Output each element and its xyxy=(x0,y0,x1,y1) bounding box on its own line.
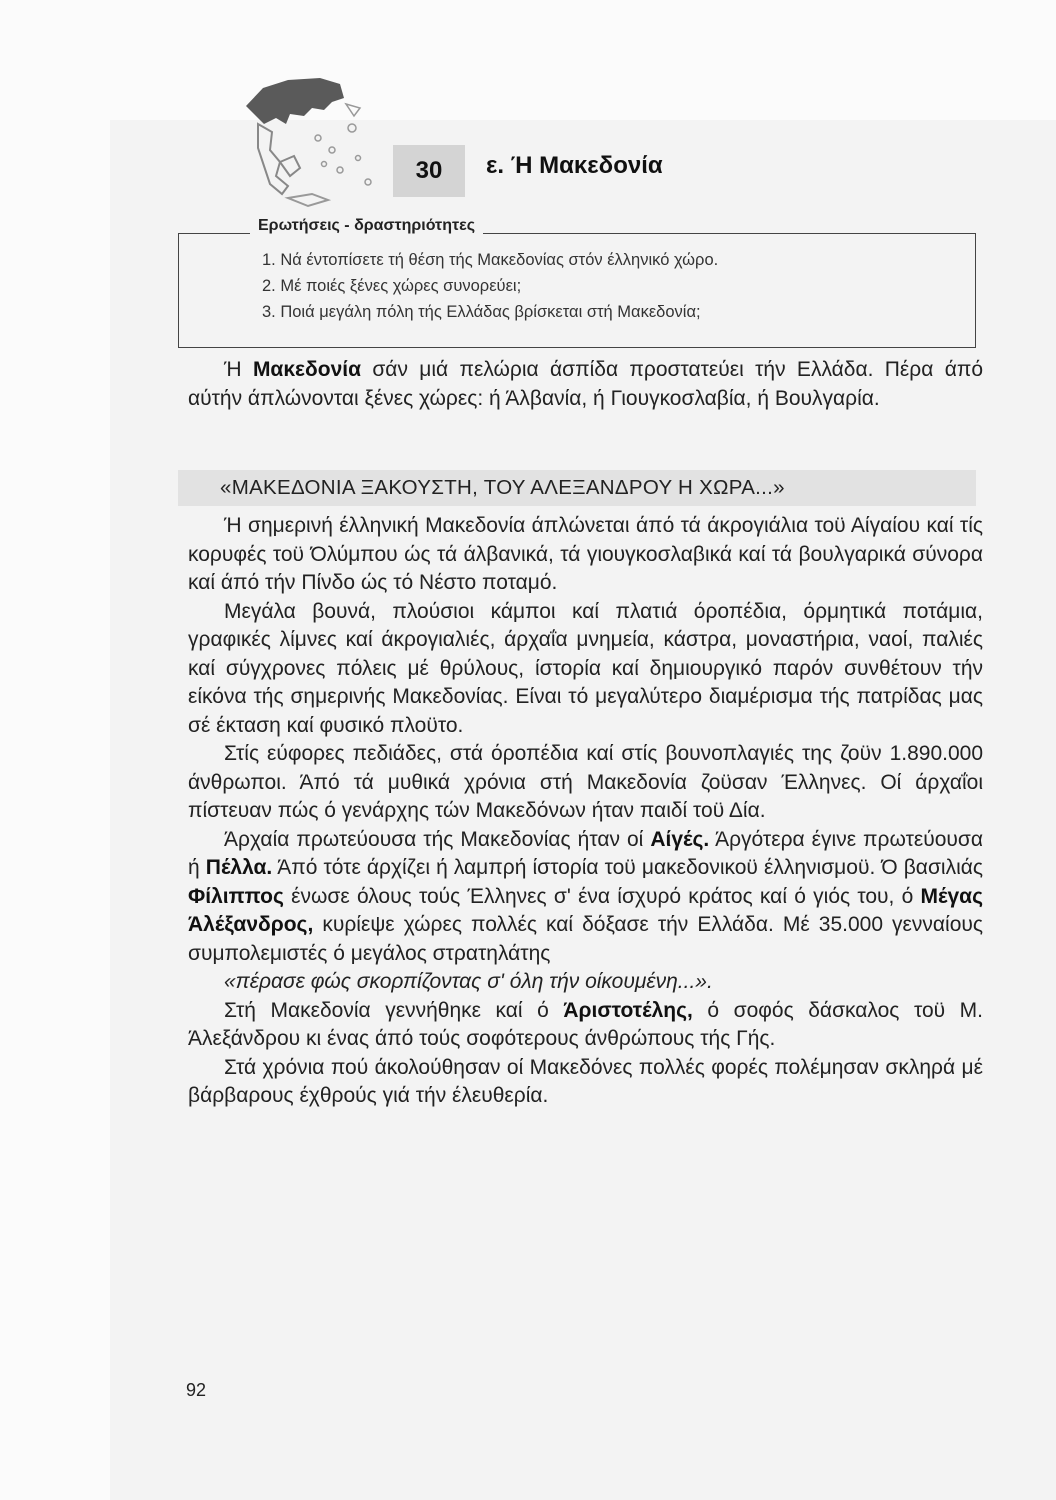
bold-alexandros: Μέγας Άλέξανδρος, xyxy=(188,884,983,936)
intro-bold-macedonia: Μακεδονία xyxy=(252,358,362,381)
paragraph-borders: Ή σημερινή έλληνική Μακεδονία άπλώνεται άπό τά άκρογιάλια τοϋ Αίγαίου καί τίς κορυφές τοϋ Όλύμπου ώς τά άλβανικά, τά γιουγκοσλαβικά καί τά βουλγαρικά σύνορα καί άπό τήν Πίνδο ώς τό Νέστο ποταμό. xyxy=(188,514,983,594)
lesson-number: 30 xyxy=(393,145,465,197)
history-text-5: κυρίεψε χώρες πολλές καί δόξασε τήν Ελλάδα. Μέ 35.000 γενναίους συμπολεμιστές ό μεγάλος στρατηλάτης xyxy=(188,913,983,965)
questions-list xyxy=(262,247,718,325)
intro-section xyxy=(188,356,983,413)
question-item: 3. Ποιά μεγάλη πόλη τής Ελλάδας βρίσκεται στή Μακεδονία; xyxy=(262,303,701,321)
page-number: 92 xyxy=(186,1380,207,1400)
bold-filippos: Φίλιππος xyxy=(188,884,284,908)
intro-lead: Ή xyxy=(224,358,253,381)
paragraph-landscape: Μεγάλα βουνά, πλούσιοι κάμποι καί πλατιά όροπέδια, όρμητικά ποτάμια, γραφικές λίμνες καί άκρογιαλιές, άρχαΐα μνημεία, κάστρα, μοναστήρια, ναοί, παλιές καί σύγχρονες πόλεις μέ θρύλους, ίστορία καί δημιουργικό παρόν συνθέτουν τήν είκόνα τής σημερινής Μακεδονίας. Είναι τό μεγαλύτερο διαμέρισμα τής πατρίδας μας σέ έκταση καί φυσικό πλοϋτο. xyxy=(188,599,983,737)
history-text-2: Άργότερα έγινε πρωτεύουσα ή xyxy=(188,827,983,879)
quote-line xyxy=(188,968,983,997)
bold-aiges: Αίγές. xyxy=(650,827,710,851)
paragraph-history xyxy=(188,826,983,969)
paragraph-freedom: Στά χρόνια πού άκολούθησαν οί Μακεδόνες πολλές φορές πολέμησαν σκληρά μέ βάρβαρους έχθρούς γιά τήν έλευθερία. xyxy=(188,1055,983,1107)
bold-aristotelis: Άριστοτέλης, xyxy=(563,998,693,1022)
lesson-title: ε. Ή Μακεδονία xyxy=(486,152,663,179)
question-item: 1. Νά έντοπίσετε τή θέση τής Μακεδονίας στόν έλληνικό χώρο. xyxy=(262,251,719,269)
main-text xyxy=(188,512,983,1111)
greece-map-icon xyxy=(228,58,398,218)
aristotle-text-2: ό σοφός δάσκαλος τοϋ Μ. Άλεξάνδρου κι ένας άπό τούς σοφότερους άνθρώπους τής Γής. xyxy=(188,998,983,1050)
intro-rest: σάν μιά πελώρια άσπίδα προστατεύει τήν Ελλάδα. Πέρα άπό αύτήν άπλώνονται ξένες χώρες: ή Άλβανία, ή Γιουγκοσλαβία, ή Βουλγαρία. xyxy=(188,358,984,410)
questions-heading: Ερωτήσεις - δραστηριότητες xyxy=(250,217,483,235)
question-item: 2. Μέ ποιές ξένες χώρες συνορεύει; xyxy=(262,277,522,295)
history-text-3: Άπό τότε άρχίζει ή λαμπρή ίστορία τοϋ μακεδονικοϋ έλληνισμοϋ. Ό βασιλιάς xyxy=(272,856,983,879)
paragraph-aristotle xyxy=(188,997,983,1054)
bold-pella: Πέλλα. xyxy=(205,856,273,879)
quote-text: «πέρασε φώς σκορπίζοντας σ' όλη τήν οίκουμένη...». xyxy=(224,970,713,993)
history-text-1: Άρχαία πρωτεύουσα τής Μακεδονίας ήταν οί xyxy=(224,827,651,851)
history-text-4: ένωσε όλους τούς Έλληνες σ' ένα ίσχυρό κράτος καί ό γιός του, ό xyxy=(283,884,921,908)
paragraph-population: Στίς εύφορες πεδιάδες, στά όροπέδια καί στίς βουνοπλαγιές της ζοϋν 1.890.000 άνθρωποι. Άπό τά μυθικά χρόνια στή Μακεδονία ζοϋσαν Έλληνες. Οί άρχαΐοι πίστευαν πώς ό γενάρχης τών Μακεδόνων ήταν παιδί τοϋ Δία. xyxy=(188,742,983,822)
aristotle-text-1: Στή Μακεδονία γεννήθηκε καί ό xyxy=(224,998,564,1022)
section-banner-text: «ΜΑΚΕΔΟΝΙΑ ΞΑΚΟΥΣΤΗ, ΤΟΥ ΑΛΕΞΑΝΔΡΟΥ Η ΧΩΡΑ...» xyxy=(220,476,785,499)
intro-paragraph xyxy=(188,356,983,413)
